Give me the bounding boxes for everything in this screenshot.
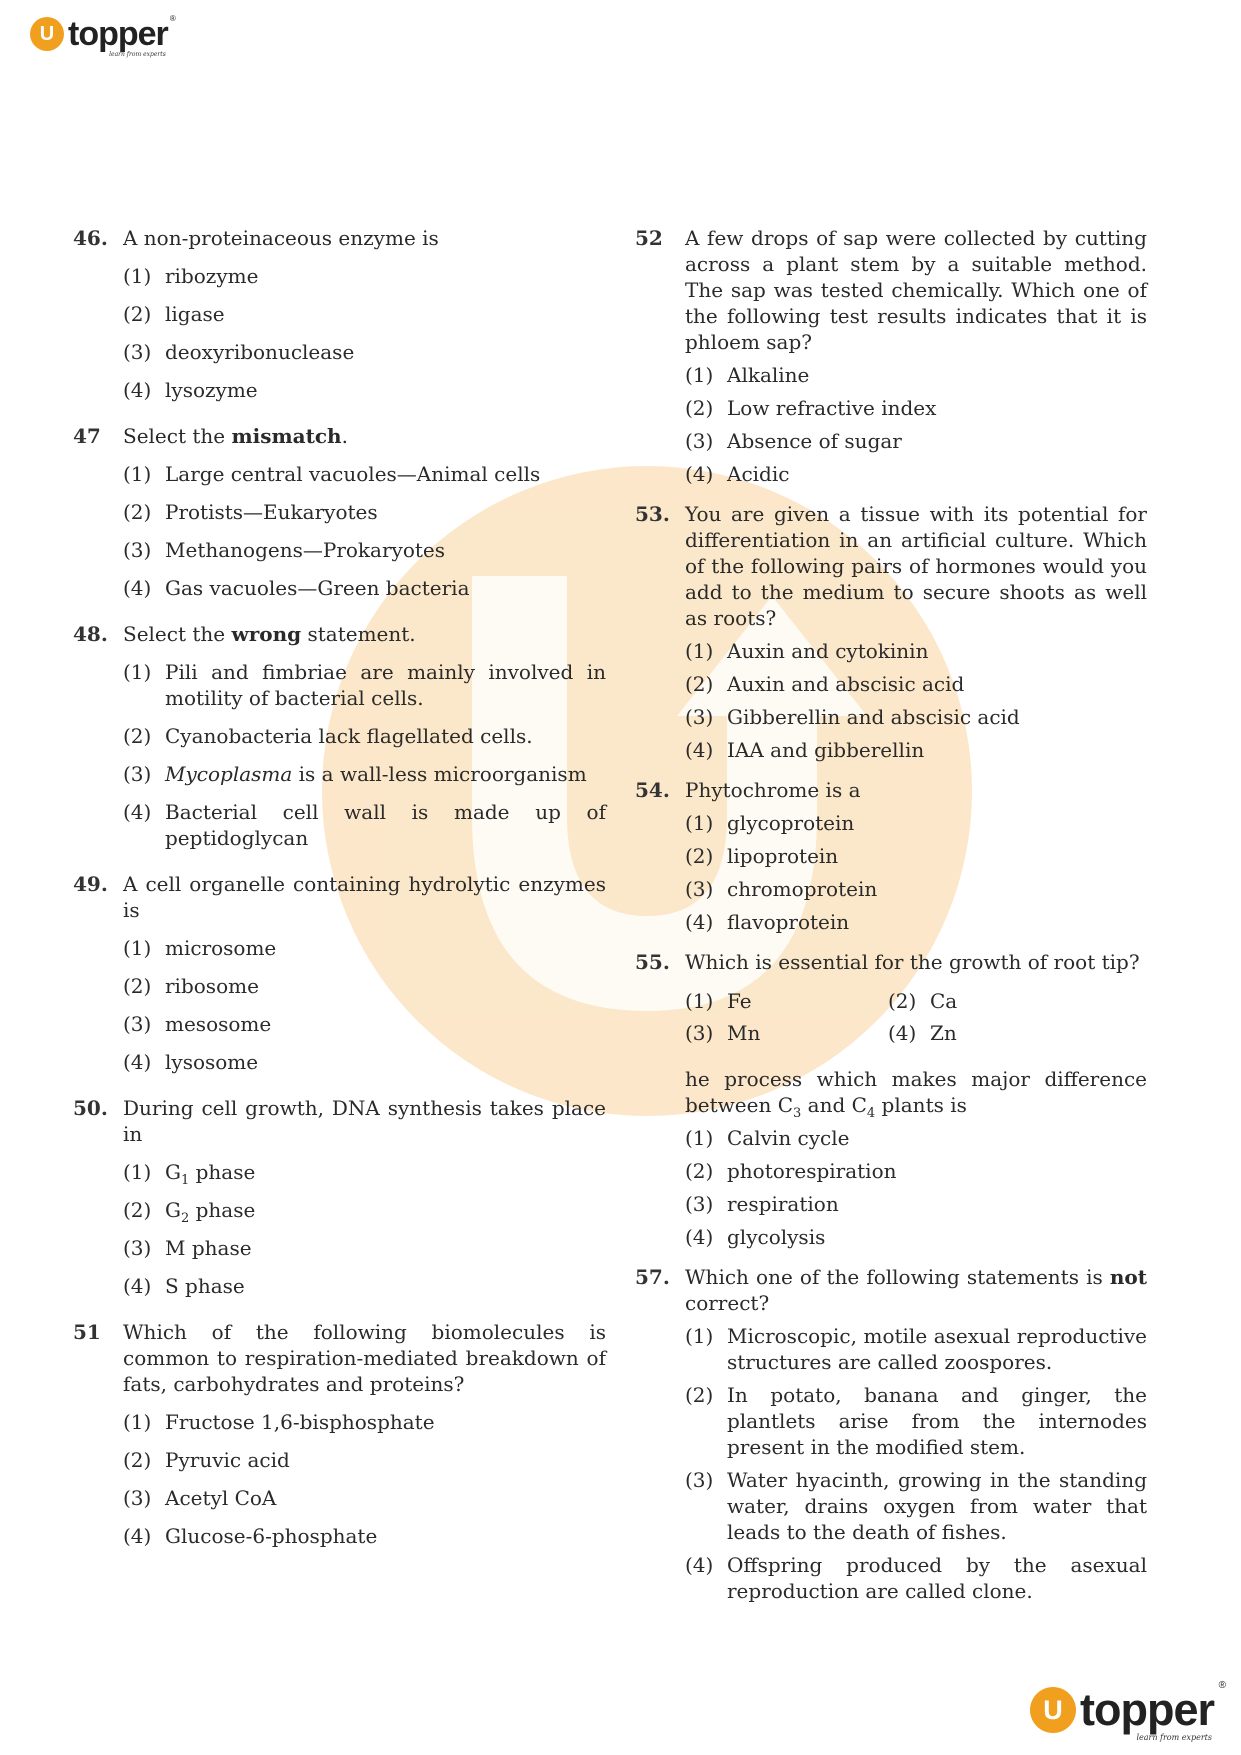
- question-57: [635, 1264, 1147, 1604]
- option: (4) IAA and gibberellin: [685, 738, 925, 762]
- option: (3) Acetyl CoA: [123, 1486, 277, 1510]
- option: (2) ligase: [123, 302, 225, 326]
- option: (2) Auxin and abscisic acid: [685, 672, 965, 696]
- topper-logo-word: topper: [1080, 1684, 1214, 1735]
- option: (2) Cyanobacteria lack flagellated cells.: [123, 724, 533, 748]
- option: (4) Offspring produced by the asexual reproduction are called clone.: [685, 1553, 1147, 1603]
- option: (1) ribozyme: [123, 264, 259, 288]
- option: (1) Auxin and cytokinin: [685, 639, 929, 663]
- question-47: [73, 423, 606, 601]
- option: (4) Glucose-6-phosphate: [123, 1524, 378, 1548]
- question-text: Select the mismatch.: [123, 424, 348, 448]
- question-number: 46.: [73, 226, 108, 250]
- option: (4) Gas vacuoles—Green bacteria: [123, 576, 470, 600]
- option: (1) $G_1$ phase: [123, 1160, 256, 1188]
- option: (2) lipoprotein: [685, 844, 839, 868]
- option: (4) glycolysis: [685, 1225, 826, 1249]
- option: (4) Acidic: [685, 462, 790, 486]
- option: (3) chromoprotein: [685, 877, 878, 901]
- question-text: A cell organelle containing hydrolytic enzymes is: [123, 872, 606, 922]
- option: (1) Fructose 1,6-bisphosphate: [123, 1410, 435, 1434]
- option: (3) M phase: [123, 1236, 252, 1260]
- option: (1) Microscopic, motile asexual reproductive structures are called zoospores.: [685, 1324, 1147, 1374]
- option: (2) In potato, banana and ginger, the plantlets arise from the internodes present in the modified stem.: [685, 1383, 1147, 1459]
- option: (1) Fe: [685, 989, 752, 1013]
- question-text: You are given a tissue with its potential for differentiation in an artificial culture. Which of the following pairs of hormones would you add to the medium to secure shoots as well as roots?: [685, 502, 1147, 630]
- question-49: [73, 871, 606, 1075]
- question-text: A non-proteinaceous enzyme is: [123, 226, 439, 250]
- option: (3) Gibberellin and abscisic acid: [685, 705, 1020, 729]
- option: (2) Pyruvic acid: [123, 1448, 290, 1472]
- option: (3) deoxyribonuclease: [123, 340, 355, 364]
- question-text: Which is essential for the growth of root tip?: [685, 950, 1140, 974]
- question-number: 55.: [635, 950, 670, 974]
- option: (4) flavoprotein: [685, 910, 850, 934]
- option: (4) lysosome: [123, 1050, 259, 1074]
- question-56: [635, 1066, 1147, 1250]
- question-text: Phytochrome is a: [685, 778, 861, 802]
- option: (4) Bacterial cell wall is made up of peptidoglycan: [123, 800, 606, 850]
- question-52: [635, 225, 1147, 487]
- question-51: [73, 1319, 606, 1549]
- option: (1) Alkaline: [685, 363, 810, 387]
- question-53: [635, 501, 1147, 763]
- option: (1) Large central vacuoles—Animal cells: [123, 462, 541, 486]
- registered-mark: ®: [1218, 1680, 1226, 1691]
- right-column: [635, 225, 1147, 1624]
- option: (2) ribosome: [123, 974, 259, 998]
- question-number: 49.: [73, 872, 108, 896]
- topper-logo: [30, 14, 176, 58]
- option: (1) Pili and fimbriae are mainly involved in motility of bacterial cells.: [123, 660, 606, 710]
- question-text: Which of the following biomolecules is common to respiration-mediated breakdown of fats, carbohydrates and proteins?: [123, 1320, 606, 1396]
- question-50: [73, 1095, 606, 1299]
- question-55: [635, 949, 1147, 1046]
- question-number: 48.: [73, 622, 108, 646]
- option: (3) Absence of sugar: [685, 429, 902, 453]
- option: (4) S phase: [123, 1274, 245, 1298]
- registered-mark: ®: [169, 14, 176, 23]
- option: (4) Zn: [888, 1021, 957, 1045]
- option: (3) Mn: [685, 1021, 761, 1045]
- question-text: A few drops of sap were collected by cutting across a plant stem by a suitable method. The sap was tested chemically. Which one of the following test results indicates that it is phloem sap?: [685, 226, 1147, 354]
- option: (2) Protists—Eukaryotes: [123, 500, 378, 524]
- question-text: he process which makes major difference between $C_3$ and $C_4$ plants is: [685, 1067, 1147, 1121]
- topper-logo-badge: U: [1030, 1687, 1076, 1733]
- option: (2) Low refractive index: [685, 396, 937, 420]
- topper-logo-footer: [1030, 1680, 1226, 1742]
- option: (1) Calvin cycle: [685, 1126, 850, 1150]
- species-name: Mycoplasma: [165, 762, 293, 786]
- option: (2) photorespiration: [685, 1159, 897, 1183]
- question-text: Select the wrong statement.: [123, 622, 416, 646]
- question-number: 50.: [73, 1096, 108, 1120]
- option: (1) microsome: [123, 936, 277, 960]
- option: (2) Ca: [888, 989, 958, 1013]
- question-number: 51: [73, 1320, 101, 1344]
- topper-logo-tagline: learn from experts: [1136, 1733, 1212, 1742]
- option: (4) lysozyme: [123, 378, 258, 402]
- topper-logo-badge: U: [30, 17, 64, 51]
- question-text: During cell growth, DNA synthesis takes place in: [123, 1096, 606, 1146]
- topper-logo-word: topper: [68, 15, 168, 53]
- question-text: Which one of the following statements is not correct?: [685, 1265, 1147, 1315]
- question-46: [73, 225, 606, 403]
- option: (3) mesosome: [123, 1012, 272, 1036]
- left-column: [73, 225, 606, 1569]
- question-number: 53.: [635, 502, 670, 526]
- option: (3) Methanogens—Prokaryotes: [123, 538, 445, 562]
- question-number: 47: [73, 424, 101, 448]
- topper-logo-tagline: learn from experts: [109, 51, 166, 58]
- option: (1) glycoprotein: [685, 811, 855, 835]
- option: (3) Mycoplasma is a wall-less microorganism: [123, 762, 587, 786]
- question-number: 52: [635, 226, 663, 250]
- question-number: 54.: [635, 778, 670, 802]
- option: (3) Water hyacinth, growing in the standing water, drains oxygen from water that leads to the death of fishes.: [685, 1468, 1147, 1544]
- question-54: [635, 777, 1147, 935]
- option: (3) respiration: [685, 1192, 839, 1216]
- question-48: [73, 621, 606, 851]
- option: (2) $G_2$ phase: [123, 1198, 256, 1226]
- question-number: 57.: [635, 1265, 670, 1289]
